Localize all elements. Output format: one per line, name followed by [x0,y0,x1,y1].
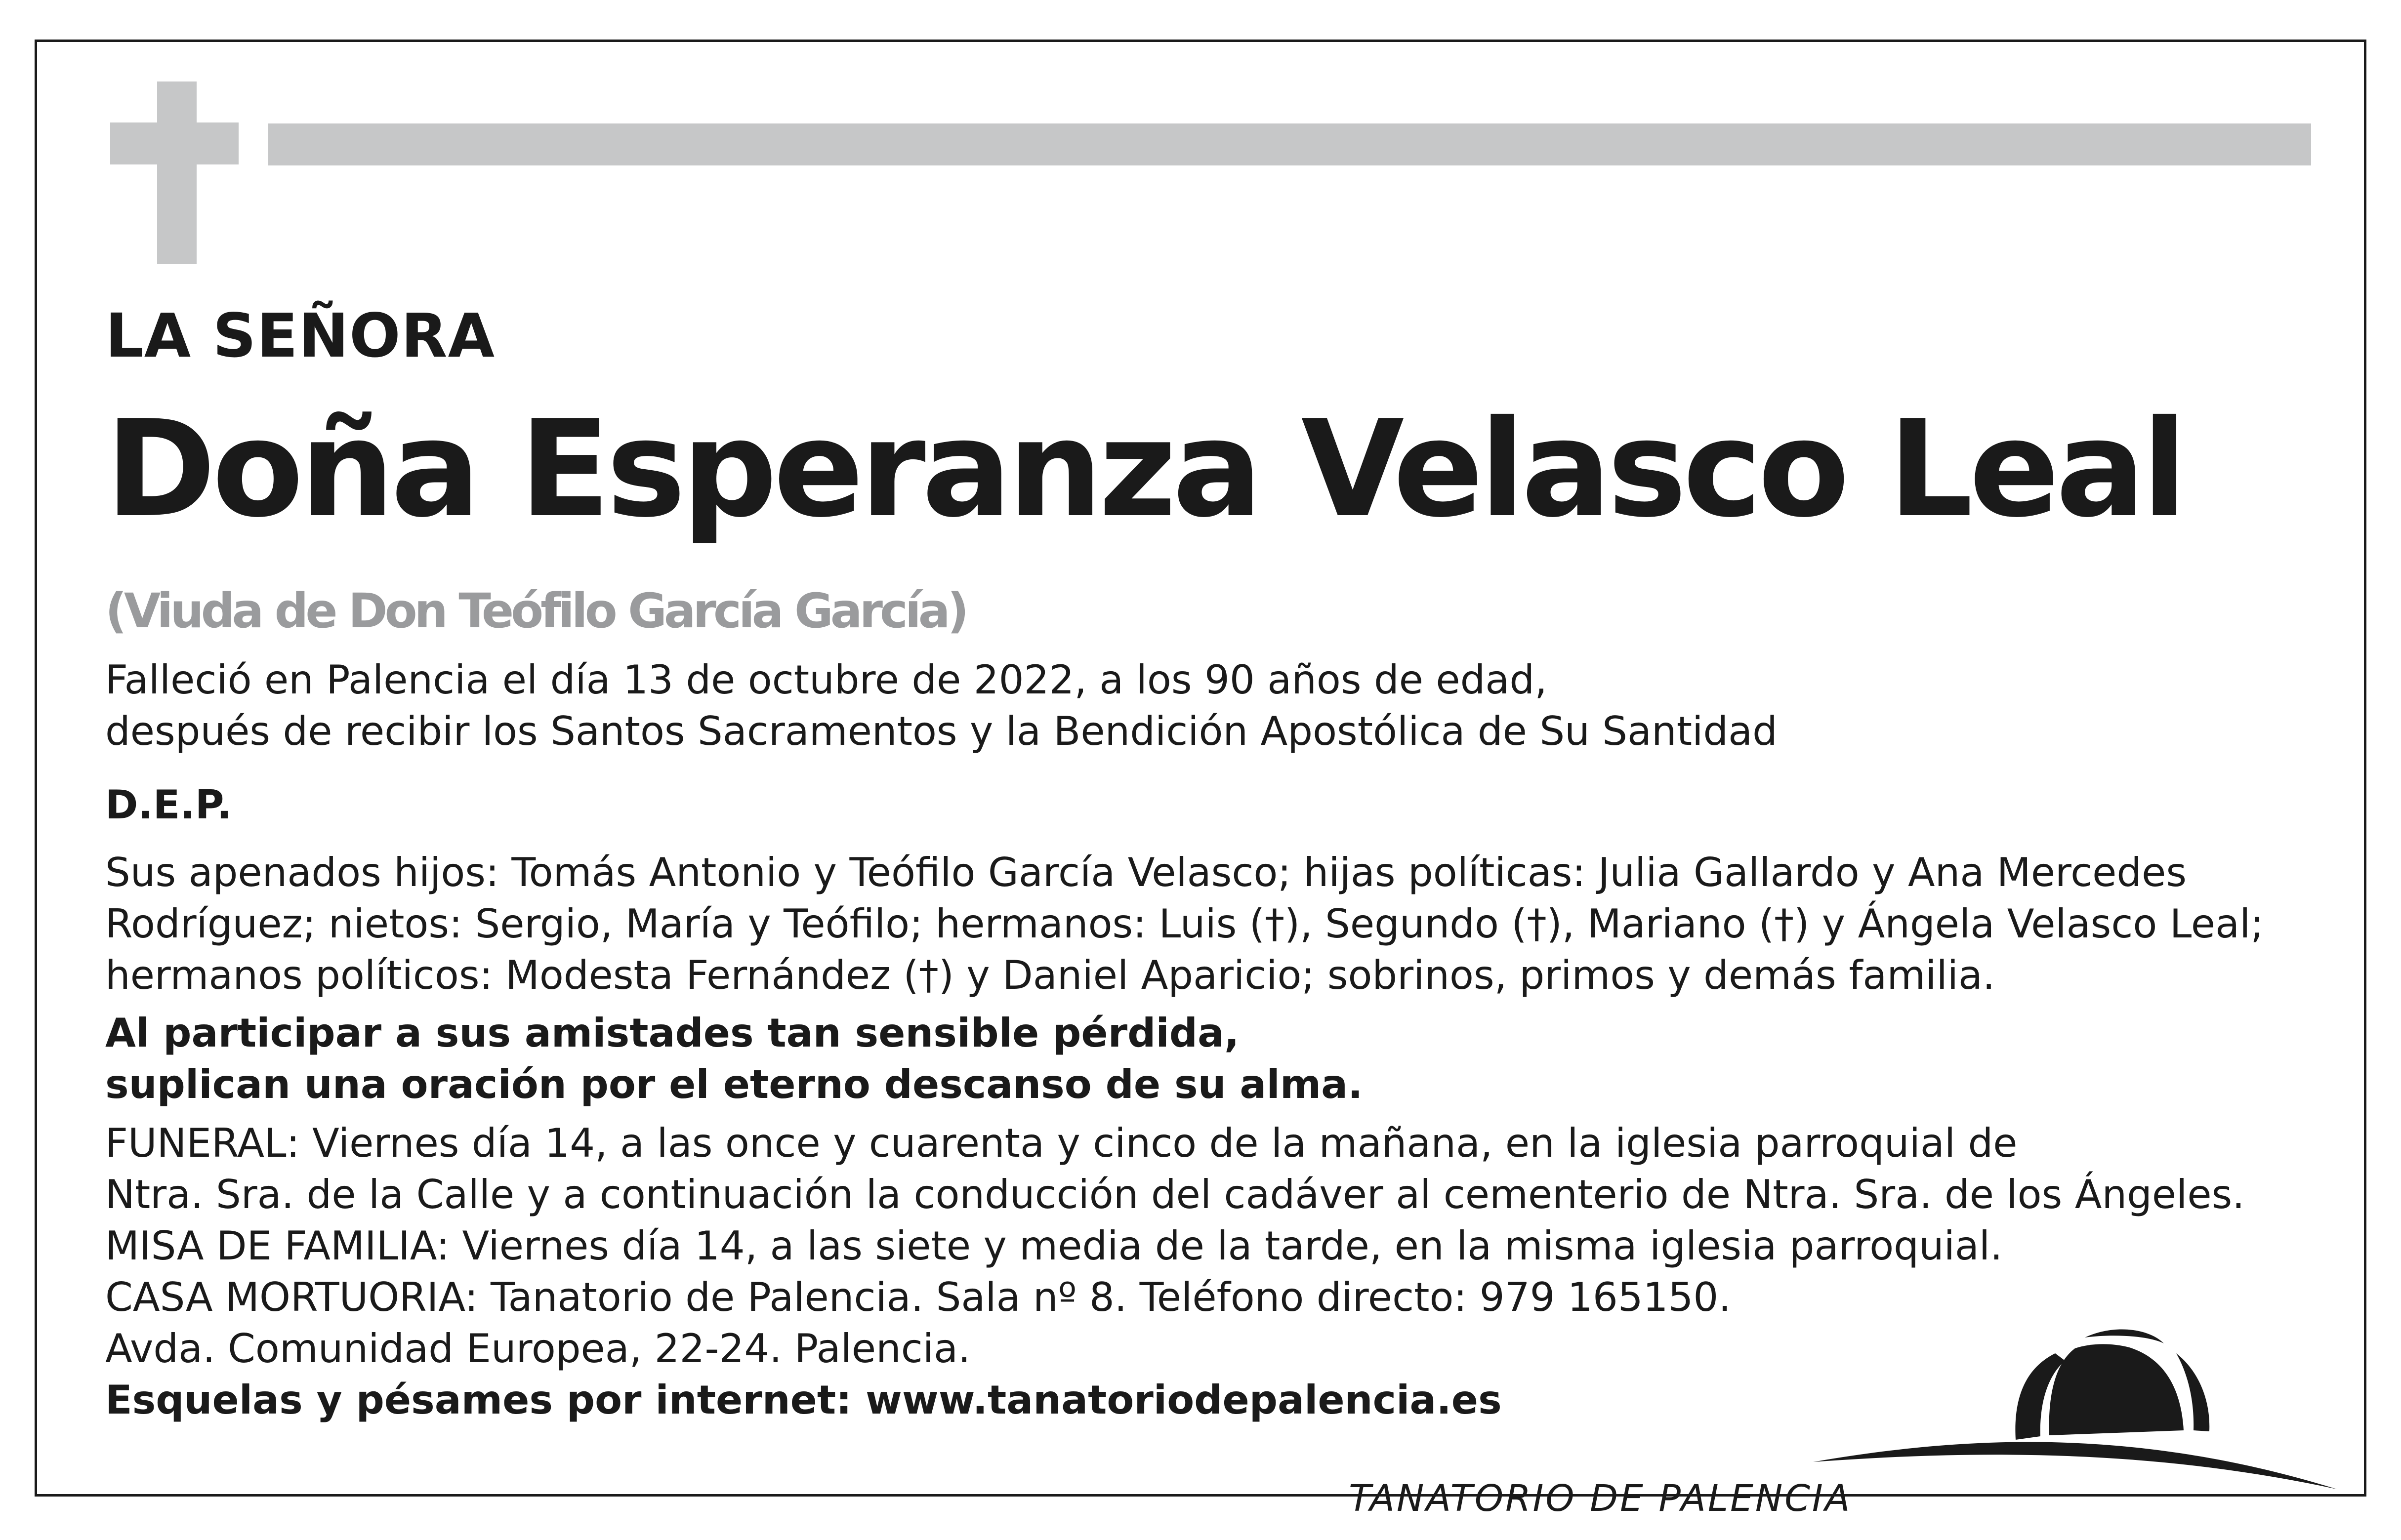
cross-icon-arm [110,122,239,164]
web-line: Esquelas y pésames por internet: www.tanatoriodepalencia.es [105,1377,1502,1423]
family-line: hermanos políticos: Modesta Fernández (†) y Daniel Aparicio; sobrinos, primos y demás familia. [105,952,1995,998]
prayer-line: Al participar a sus amistades tan sensible pérdida, [105,1010,1240,1056]
logo-text: TANATORIO DE PALENCIA [1349,1477,1852,1520]
dep-label: D.E.P. [105,782,232,828]
services-line: CASA MORTUORIA: Tanatorio de Palencia. Sala nº 8. Teléfono directo: 979 165150. [105,1274,1731,1320]
widow-of: (Viuda de Don Teófilo García García) [105,583,966,639]
services-line: Avda. Comunidad Europea, 22-24. Palencia. [105,1326,971,1372]
services-line: MISA DE FAMILIA: Viernes día 14, a las siete y media de la tarde, en la misma iglesia parroquial. [105,1223,2003,1269]
header-divider-bar [268,123,2311,165]
deceased-name: Doña Esperanza Velasco Leal [105,391,2184,547]
family-line: Sus apenados hijos: Tomás Antonio y Teófilo García Velasco; hijas políticas: Julia Gallardo y Ana Mercedes [105,850,2187,895]
tanatorio-logo-icon [1808,1314,2342,1501]
services-line: FUNERAL: Viernes día 14, a las once y cuarenta y cinco de la mañana, en la iglesia parroquial de [105,1120,2018,1166]
family-line: Rodríguez; nietos: Sergio, María y Teófilo; hermanos: Luis (†), Segundo (†), Mariano (†) y Ángela Velasco Leal; [105,901,2264,947]
death-notice-line: después de recibir los Santos Sacramentos y la Bendición Apostólica de Su Santidad [105,708,1778,754]
prayer-line: suplican una oración por el eterno descanso de su alma. [105,1061,1363,1107]
title-prefix: LA SEÑORA [105,301,496,371]
death-notice-line: Falleció en Palencia el día 13 de octubre de 2022, a los 90 años de edad, [105,657,1547,703]
services-line: Ntra. Sra. de la Calle y a continuación la conducción del cadáver al cementerio de Ntra. Sra. de los Ángeles. [105,1172,2245,1217]
cross-icon [157,81,197,264]
